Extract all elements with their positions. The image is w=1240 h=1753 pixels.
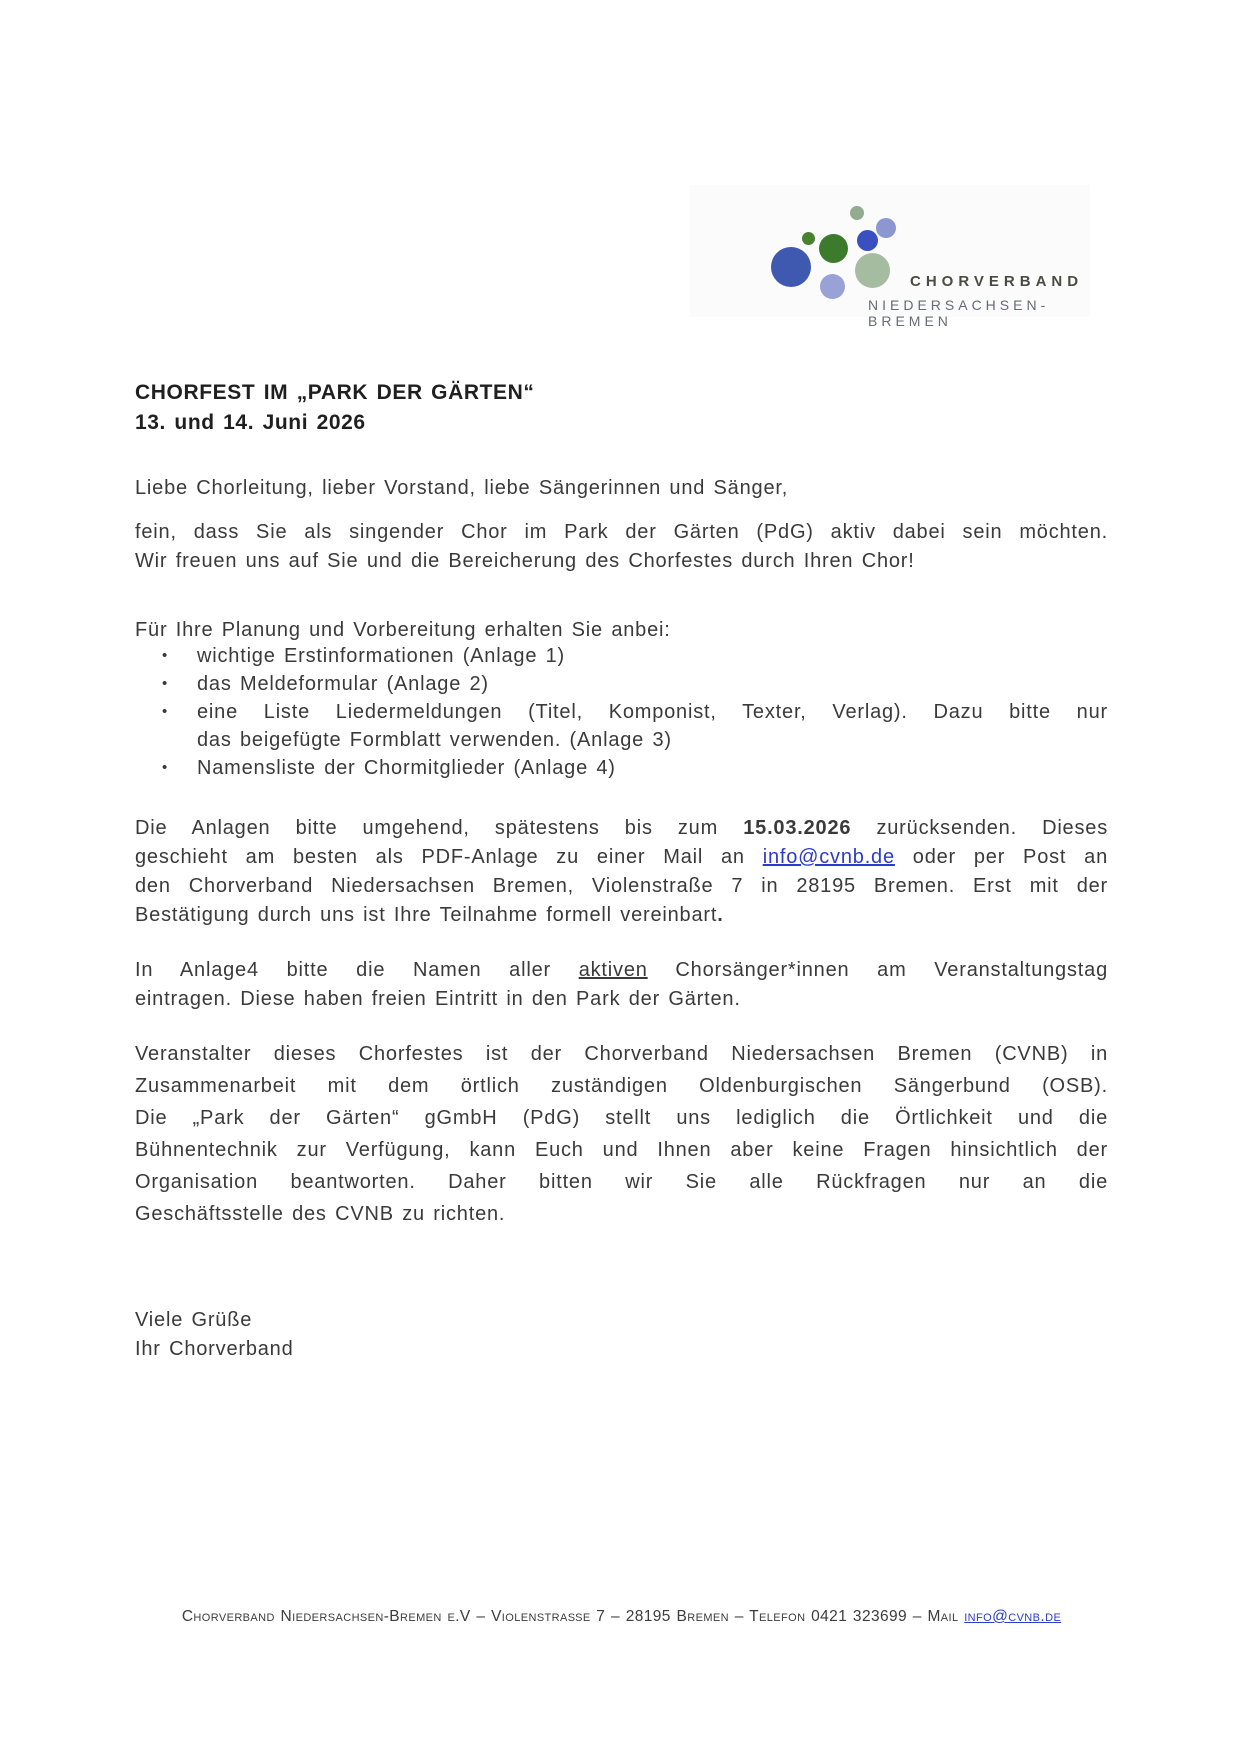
list-item: • das Meldeformular (Anlage 2) — [135, 670, 1108, 698]
logo-circle — [819, 234, 848, 263]
logo-circle — [876, 218, 896, 238]
organizer-paragraph: Veranstalter dieses Chorfestes ist der Chorverband Niedersachsen Bremen (CVNB) in Zusammenarbeit mit dem örtlich zuständigen Oldenburgischen Sängerbund (OSB). Die „Park der Gärten“ gGmbH (PdG) stellt uns lediglich die Örtlichkeit und die Bühnentechnik zur Verfügung, kann Euch und Ihnen aber keine Fragen hinsichtlich der Organisation beantworten. Daher bitten wir Sie alle Rückfragen nur an die Geschäftsstelle des CVNB zu richten. — [135, 1043, 1108, 1225]
title-line-2: 13. und 14. Juni 2026 — [135, 411, 366, 434]
logo-circle — [820, 274, 845, 299]
attachments-lead: Für Ihre Planung und Vorbereitung erhalten Sie anbei: — [135, 619, 671, 641]
anlage4-line-2: eintragen. Diese haben freien Eintritt in den Park der Gärten. — [135, 988, 741, 1010]
bullet-icon: • — [162, 703, 169, 720]
intro-line-2: Wir freuen uns auf Sie und die Bereicherung des Chorfestes durch Ihren Chor! — [135, 550, 915, 572]
list-item: • wichtige Erstinformationen (Anlage 1) — [135, 642, 1108, 670]
bullet-icon: • — [162, 759, 169, 776]
greeting: Liebe Chorleitung, lieber Vorstand, liebe Sängerinnen und Sänger, — [135, 477, 789, 499]
intro-paragraph — [135, 518, 1108, 576]
anlage4-line-1: In Anlage4 bitte die Namen aller aktiven Chorsänger*innen am Veranstaltungstag — [135, 959, 1108, 981]
closing-line-2: Ihr Chorverband — [135, 1338, 294, 1360]
email-link[interactable]: info@cvnb.de — [762, 846, 895, 868]
title-line-1: CHORFEST IM „PARK DER GÄRTEN“ — [135, 381, 535, 404]
deadline-line-1: Die Anlagen bitte umgehend, spätestens bis zum 15.03.2026 zurücksenden. Dieses — [135, 817, 1109, 839]
bullet-icon: • — [162, 647, 169, 664]
letter-title — [135, 378, 1108, 438]
deadline-line-4: Bestätigung durch uns ist Ihre Teilnahme formell vereinbart. — [135, 904, 724, 926]
attachments-list — [135, 642, 1108, 782]
closing-line-1: Viele Grüße — [135, 1309, 253, 1331]
deadline-line-2: geschieht am besten als PDF-Anlage zu einer Mail an info@cvnb.de oder per Post an — [135, 846, 1108, 868]
footer-contact-line: Chorverband Niedersachsen-Bremen e.V – Violenstraße 7 – 28195 Bremen – Telefon 0421 323699 – Mail info@cvnb.de — [181, 1608, 1062, 1625]
deadline-line-3: den Chorverband Niedersachsen Bremen, Violenstraße 7 in 28195 Bremen. Erst mit der — [135, 875, 1108, 897]
logo-circle — [855, 253, 890, 288]
logo-wordmark: CHORVERBAND — [910, 273, 1084, 290]
chorverband-logo — [690, 185, 1090, 329]
email-link[interactable]: info@cvnb.de — [964, 1608, 1062, 1625]
logo-circle — [802, 232, 815, 245]
bullet-icon: • — [162, 675, 169, 692]
logo-circle — [857, 230, 878, 251]
intro-line-1: fein, dass Sie als singender Chor im Park der Gärten (PdG) aktiv dabei sein möchten. — [135, 521, 1108, 543]
list-item: • eine Liste Liedermeldungen (Titel, Komponist, Texter, Verlag). Dazu bitte nur das beigefügte Formblatt verwenden. (Anlage 3) — [135, 698, 1108, 754]
list-item: • Namensliste der Chormitglieder (Anlage 4) — [135, 754, 1108, 782]
anlage4-paragraph — [135, 956, 1108, 1014]
deadline-paragraph — [135, 814, 1108, 930]
logo-circle — [850, 206, 864, 220]
closing — [135, 1306, 1108, 1364]
logo-subline: NIEDERSACHSEN-BREMEN — [868, 297, 1050, 329]
logo-circle — [771, 247, 811, 287]
